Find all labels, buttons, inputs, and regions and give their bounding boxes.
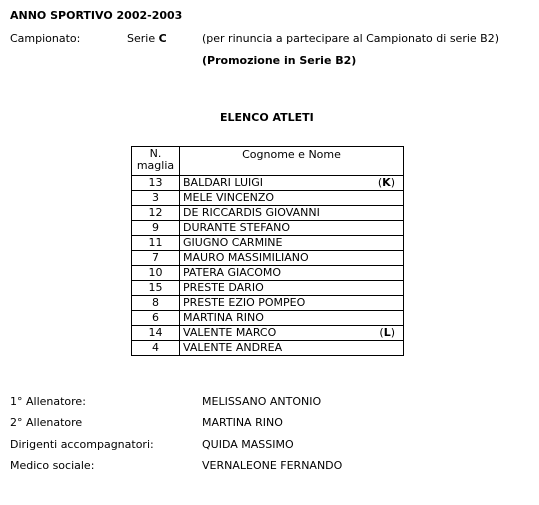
table-row (132, 236, 404, 251)
player-name: MAURO MASSIMILIANO (183, 251, 309, 264)
player-name-cell (180, 266, 404, 281)
table-row (132, 296, 404, 311)
table-row (132, 266, 404, 281)
roster-header-row (132, 147, 404, 176)
player-name: PATERA GIACOMO (183, 266, 282, 279)
player-number: 4 (132, 341, 180, 356)
player-name: VALENTE ANDREA (183, 341, 283, 354)
player-number: 6 (132, 311, 180, 326)
player-number: 7 (132, 251, 180, 266)
table-row (132, 191, 404, 206)
player-name: DURANTE STEFANO (183, 221, 291, 234)
championship-label: Campionato: (10, 32, 81, 45)
staff-role: 1° Allenatore: (10, 395, 86, 408)
player-number: 8 (132, 296, 180, 311)
player-name: PRESTE EZIO POMPEO (183, 296, 306, 309)
col-name-header: Cognome e Nome (180, 147, 404, 176)
roster-table (131, 146, 404, 356)
series-letter: C (158, 32, 167, 45)
player-name-cell (180, 191, 404, 206)
season-title: ANNO SPORTIVO 2002-2003 (10, 9, 183, 22)
table-row (132, 326, 404, 341)
role-mark: (K) (377, 176, 395, 189)
promotion-note: (Promozione in Serie B2) (202, 54, 357, 67)
player-number: 15 (132, 281, 180, 296)
player-name-cell (180, 251, 404, 266)
player-name-cell (180, 326, 404, 341)
staff-name: MELISSANO ANTONIO (202, 395, 322, 408)
staff-name: QUIDA MASSIMO (202, 438, 294, 451)
player-name: PRESTE DARIO (183, 281, 264, 294)
table-row (132, 206, 404, 221)
series-note: (per rinuncia a partecipare al Campionato di serie B2) (202, 32, 499, 45)
player-name-cell (180, 311, 404, 326)
staff-role: 2° Allenatore (10, 416, 83, 429)
player-name-cell (180, 341, 404, 356)
player-number: 11 (132, 236, 180, 251)
series-info (127, 32, 167, 45)
player-name: MELE VINCENZO (183, 191, 275, 204)
roster-title: ELENCO ATLETI (220, 111, 314, 124)
player-name-cell (180, 221, 404, 236)
staff-role: Medico sociale: (10, 459, 95, 472)
role-mark-letter: K (382, 176, 391, 189)
player-name-cell (180, 296, 404, 311)
role-mark-letter: L (383, 326, 391, 339)
staff-name: VERNALEONE FERNANDO (202, 459, 343, 472)
player-number: 10 (132, 266, 180, 281)
col-number-header (132, 147, 180, 176)
col-number-line-2: maglia (136, 159, 175, 172)
staff-role: Dirigenti accompagnatori: (10, 438, 154, 451)
player-name-cell (180, 236, 404, 251)
player-name-cell (180, 176, 404, 191)
player-name: VALENTE MARCO (183, 326, 277, 339)
series-prefix: Serie (127, 32, 159, 45)
col-number-line-1: N. (149, 147, 162, 160)
player-name-cell (180, 281, 404, 296)
table-row (132, 341, 404, 356)
player-name: MARTINA RINO (183, 311, 264, 324)
roster-body (132, 176, 404, 356)
role-mark: (L) (379, 326, 395, 339)
table-row (132, 311, 404, 326)
player-name: BALDARI LUIGI (183, 176, 264, 189)
player-number: 12 (132, 206, 180, 221)
player-number: 14 (132, 326, 180, 341)
table-row (132, 176, 404, 191)
staff-name: MARTINA RINO (202, 416, 283, 429)
player-name: DE RICCARDIS GIOVANNI (183, 206, 320, 219)
player-name-cell (180, 206, 404, 221)
player-number: 9 (132, 221, 180, 236)
player-number: 13 (132, 176, 180, 191)
table-row (132, 221, 404, 236)
table-row (132, 281, 404, 296)
player-number: 3 (132, 191, 180, 206)
player-name: GIUGNO CARMINE (183, 236, 283, 249)
table-row (132, 251, 404, 266)
